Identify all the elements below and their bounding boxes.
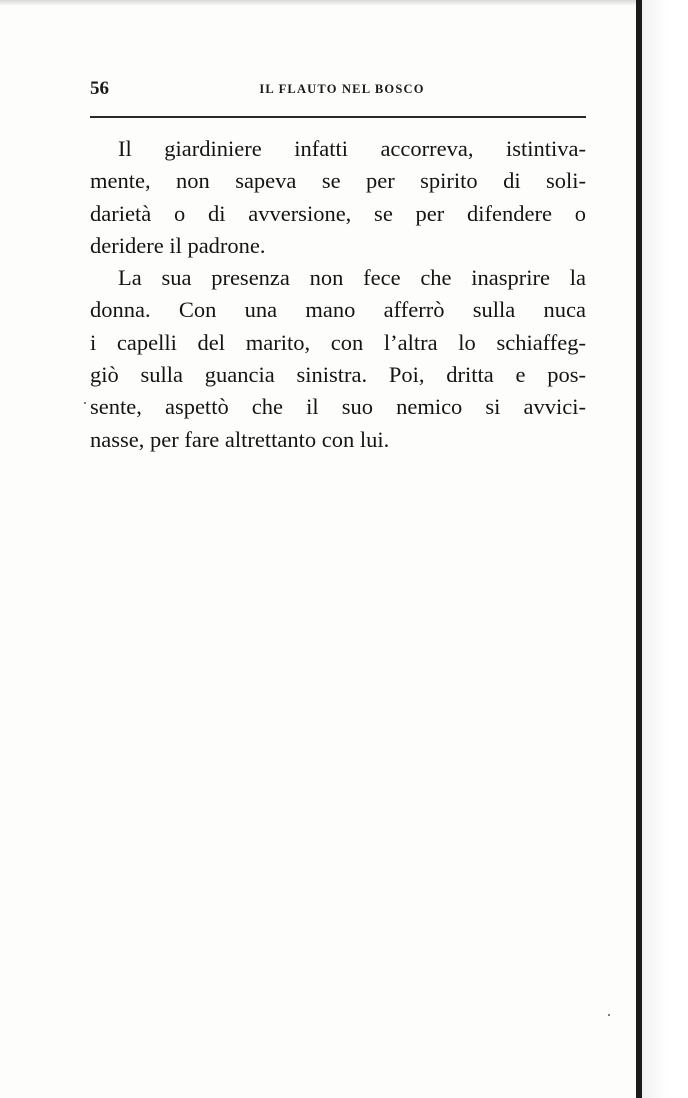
text-line: darietà o di avversione, se per difendere o xyxy=(90,200,586,226)
print-speck xyxy=(84,402,86,404)
facing-page-edge xyxy=(642,0,688,1098)
page-header xyxy=(90,78,586,102)
text-line: deridere il padrone. xyxy=(90,232,266,258)
running-title: IL FLAUTO NEL BOSCO xyxy=(259,82,425,96)
text-line: Il giardiniere infatti accorreva, istintiva- xyxy=(118,136,586,161)
text-line: giò sulla guancia sinistra. Poi, dritta e pos- xyxy=(90,362,586,388)
text-line: La sua presenza non fece che inasprire la xyxy=(118,265,586,291)
page-top-shadow xyxy=(0,0,688,6)
body-text xyxy=(90,133,586,456)
text-line: i capelli del marito, con l’altra lo schiaffeg- xyxy=(90,329,586,355)
print-speck xyxy=(608,1014,610,1016)
text-line: donna. Con una mano afferrò sulla nuca xyxy=(90,297,586,323)
text-line: nasse, per fare altrettanto con lui. xyxy=(90,426,390,452)
text-line: mente, non sapeva se per spirito di soli- xyxy=(90,168,586,194)
header-rule xyxy=(90,116,586,118)
book-spine-shadow xyxy=(636,0,642,1098)
text-line: sente, aspettò che il suo nemico si avvici- xyxy=(90,394,586,420)
page-number: 56 xyxy=(90,78,109,99)
